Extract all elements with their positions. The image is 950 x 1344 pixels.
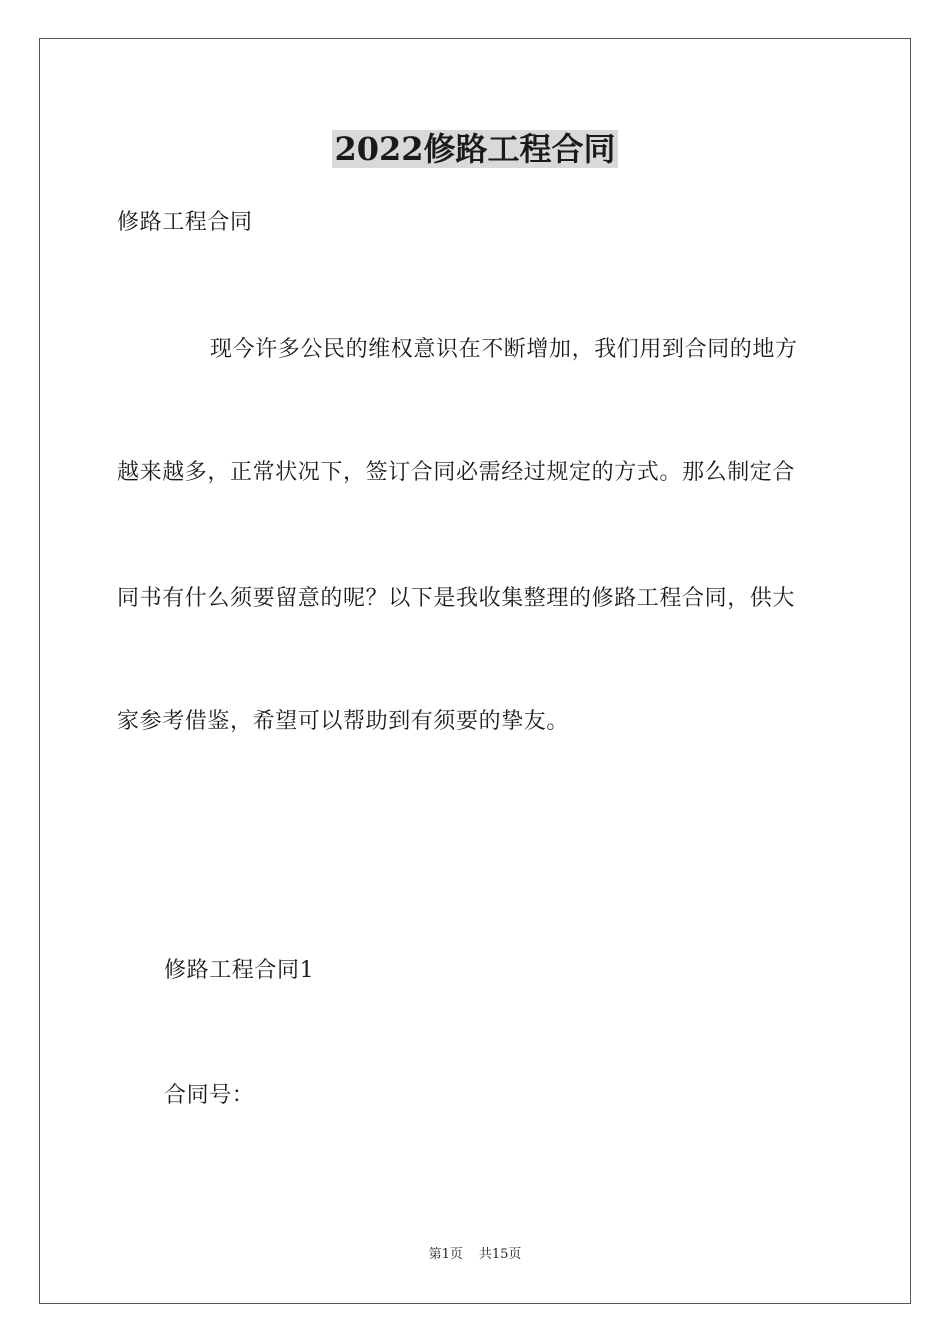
document-title-text: 2022修路工程合同 xyxy=(334,130,616,168)
paragraph-line-3: 同书有什么须要留意的呢？以下是我收集整理的修路工程合同，供大 xyxy=(117,586,796,611)
paragraph-line-4: 家参考借鉴，希望可以帮助到有须要的挚友。 xyxy=(117,709,570,734)
paragraph-line-2: 越来越多，正常状况下，签订合同必需经过规定的方式。那么制定合 xyxy=(117,460,796,485)
paragraph-line-1: 现今许多公民的维权意识在不断增加，我们用到合同的地方 xyxy=(210,337,798,362)
page-total: 共15页 xyxy=(478,1247,522,1262)
document-subtitle: 修路工程合同 xyxy=(117,210,253,235)
document-title xyxy=(0,128,950,170)
contract-number-label: 合同号： xyxy=(164,1083,255,1108)
page-footer xyxy=(0,1246,950,1264)
page-number: 第1页 xyxy=(428,1247,463,1262)
section-heading: 修路工程合同1 xyxy=(164,958,315,983)
